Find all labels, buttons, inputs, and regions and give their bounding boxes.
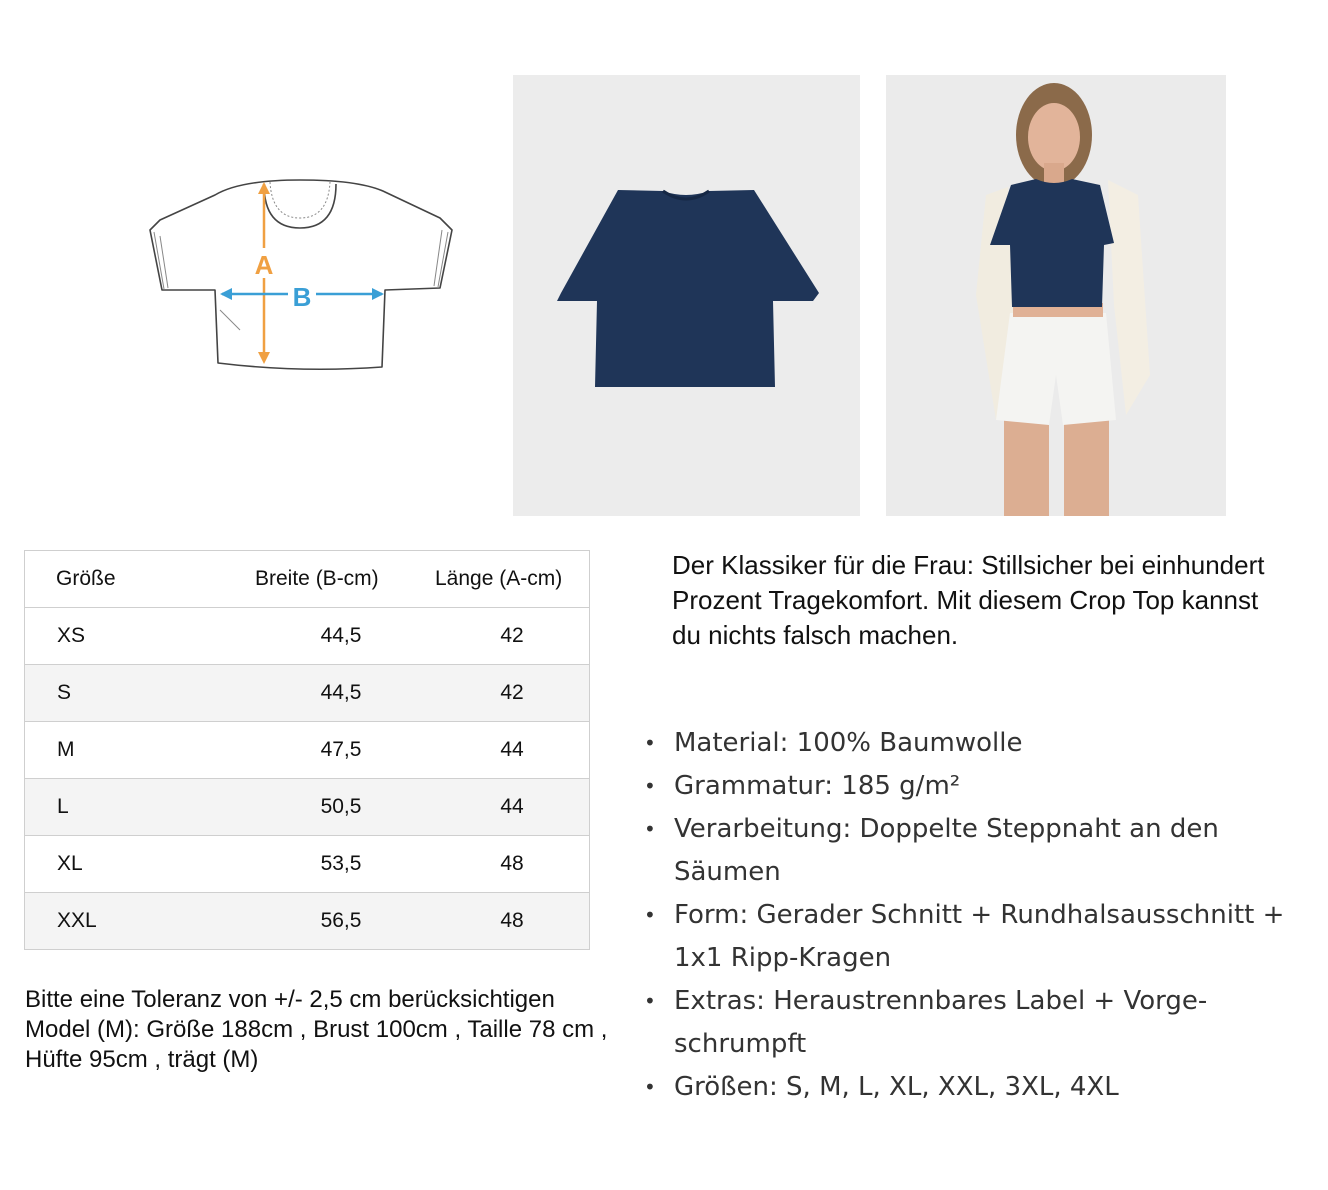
list-item: • Extras: Heraustrennbares Label + Vorge-schrumpft bbox=[644, 986, 1208, 1059]
feature-list bbox=[640, 722, 1320, 1109]
cell-length: 44 bbox=[435, 779, 590, 836]
product-description: Der Klassiker für die Frau: Stillsicher bei einhundert Prozent Tragekomfort. Mit diesem Crop Top kannst du nichts falsch machen. bbox=[672, 550, 1265, 650]
tolerance-text: Bitte eine Toleranz von +/- 2,5 cm berücksichtigen bbox=[25, 986, 555, 1013]
list-item: • Form: Gerader Schnitt + Rundhalsausschnitt + 1x1 Ripp-Kragen bbox=[644, 900, 1285, 973]
feature-text: Größen: S, M, L, XL, XXL, 3XL, 4XL bbox=[674, 1072, 1119, 1102]
model-info-text: Model (M): Größe 188cm , Brust 100cm , Taille 78 cm , Hüfte 95cm , trägt (M) bbox=[25, 1016, 608, 1073]
measurement-diagram bbox=[140, 170, 465, 380]
cell-size: L bbox=[25, 779, 248, 836]
cell-width: 47,5 bbox=[247, 722, 435, 779]
cell-length: 48 bbox=[435, 893, 590, 950]
table-row bbox=[25, 608, 590, 665]
table-row bbox=[25, 722, 590, 779]
cell-length: 48 bbox=[435, 836, 590, 893]
list-item: • Verarbeitung: Doppelte Steppnaht an den Säumen bbox=[644, 814, 1219, 887]
cell-length: 42 bbox=[435, 608, 590, 665]
header-length: Länge (A-cm) bbox=[435, 551, 590, 608]
feature-text: Grammatur: 185 g/m² bbox=[674, 771, 961, 801]
cell-width: 44,5 bbox=[247, 608, 435, 665]
list-item: • Größen: S, M, L, XL, XXL, 3XL, 4XL bbox=[644, 1072, 1119, 1102]
label-a: A bbox=[254, 250, 274, 280]
feature-text: Verarbeitung: Doppelte Steppnaht an den Säumen bbox=[674, 814, 1219, 887]
table-row bbox=[25, 779, 590, 836]
tolerance-note bbox=[25, 985, 615, 1075]
cell-length: 44 bbox=[435, 722, 590, 779]
cell-size: XL bbox=[25, 836, 248, 893]
table-header-row bbox=[25, 551, 590, 608]
list-item: • Material: 100% Baumwolle bbox=[644, 728, 1023, 758]
cell-width: 50,5 bbox=[247, 779, 435, 836]
cell-width: 56,5 bbox=[247, 893, 435, 950]
cell-length: 42 bbox=[435, 665, 590, 722]
model-photo bbox=[886, 75, 1226, 516]
cell-size: XXL bbox=[25, 893, 248, 950]
table-row bbox=[25, 893, 590, 950]
list-item: • Grammatur: 185 g/m² bbox=[644, 771, 961, 801]
cell-width: 53,5 bbox=[247, 836, 435, 893]
table-row bbox=[25, 836, 590, 893]
product-photo bbox=[513, 75, 860, 516]
label-b: B bbox=[292, 282, 312, 312]
header-width: Breite (B-cm) bbox=[247, 551, 435, 608]
header-size: Größe bbox=[25, 551, 248, 608]
size-table bbox=[24, 550, 590, 950]
cell-width: 44,5 bbox=[247, 665, 435, 722]
feature-text: Form: Gerader Schnitt + Rundhalsausschnitt + 1x1 Ripp-Kragen bbox=[674, 900, 1285, 973]
cell-size: M bbox=[25, 722, 248, 779]
cell-size: S bbox=[25, 665, 248, 722]
cell-size: XS bbox=[25, 608, 248, 665]
feature-text: Extras: Heraustrennbares Label + Vorge-schrumpft bbox=[674, 986, 1208, 1059]
feature-text: Material: 100% Baumwolle bbox=[674, 728, 1023, 758]
table-row bbox=[25, 665, 590, 722]
